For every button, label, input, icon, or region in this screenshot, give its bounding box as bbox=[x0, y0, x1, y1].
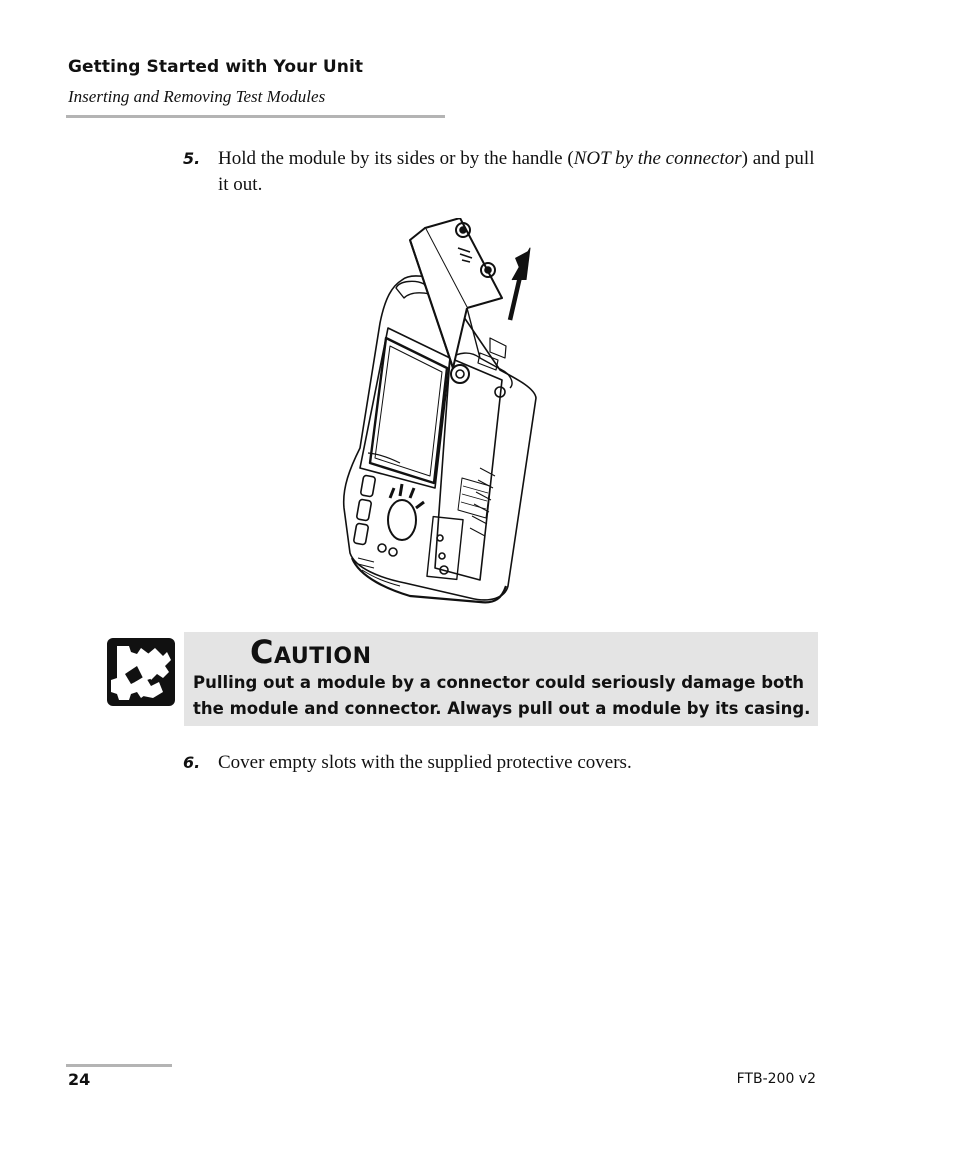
step-text-start: Hold the module by its sides or by the handle ( bbox=[218, 148, 574, 169]
step-number: 5. bbox=[183, 149, 201, 168]
step-text-emphasis: NOT by the connector bbox=[573, 148, 742, 169]
caution-gears-icon bbox=[107, 638, 175, 706]
header-divider bbox=[66, 115, 445, 118]
section-subtitle: Inserting and Removing Test Modules bbox=[68, 87, 326, 106]
step-number: 6. bbox=[183, 753, 201, 772]
document-code: FTB-200 v2 bbox=[736, 1071, 816, 1087]
step-text bbox=[218, 146, 818, 198]
step-text-end: ) and pull it out. bbox=[218, 148, 815, 195]
footer-divider bbox=[66, 1064, 172, 1067]
chapter-title: Getting Started with Your Unit bbox=[68, 57, 364, 77]
caution-title: Caution bbox=[250, 633, 372, 671]
module-removal-illustration bbox=[330, 218, 550, 610]
page-number: 24 bbox=[68, 1070, 91, 1089]
step-text: Cover empty slots with the supplied protective covers. bbox=[218, 752, 632, 773]
caution-message: Pulling out a module by a connector could seriously damage both the module and connector. Always pull out a module by its casing. bbox=[193, 673, 811, 718]
